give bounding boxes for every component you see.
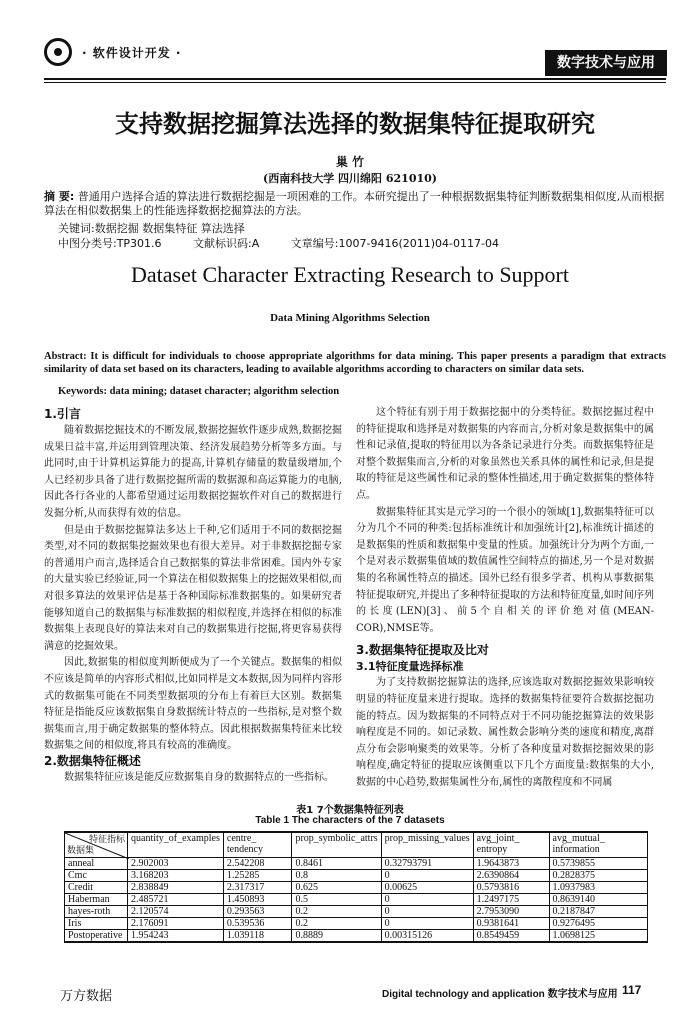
table-cell: 0.5739855 [549,858,647,870]
table-header-row [65,832,648,858]
table-cell: 0.32793791 [381,858,473,870]
table-caption-cn: 表1 7个数据集特征列表 [296,805,404,816]
dataset-characters-table [64,831,648,943]
keywords-en: Keywords: data mining; dataset character; algorithm selection [58,386,340,397]
table-row [65,918,648,930]
table-cell: 0 [381,894,473,906]
table-cell: 1.0698125 [549,930,647,943]
table-row [65,930,648,943]
paragraph: 这个特征有别于用于数据挖掘中的分类特征。数据挖掘过程中的特征提取和选择是对数据集的内容而言,分析对象是数据集中的属性和记录值,提取的特征用以为各条记录进行分类。而数据集特征是对整个数据集而言,分析的对象虽然也关系具体的属性和记录,但是提取的特征是这些属性和记录的整体性描述,用于确定数据集的整体特点。 [356,407,654,501]
table-cell: 0 [381,918,473,930]
table-cell: 2.902003 [128,858,224,870]
table-row [65,858,648,870]
paragraph: 数据集特征应该是能反应数据集自身的数据特点的一些指标。 [64,772,334,783]
table-cell: 0.2187847 [549,906,647,918]
column-header: prop_missing_values [381,832,473,858]
journal-header [0,0,700,92]
table-cell: 0.8639140 [549,894,647,906]
table-row [65,870,648,882]
table-cell: 1.0937983 [549,882,647,894]
table-cell: 2.485721 [128,894,224,906]
document-code: 文献标识码:A [193,237,260,250]
affiliation: (西南科技大学 四川绵阳 621010) [263,172,437,185]
table-cell: 0.539536 [223,918,292,930]
journal-footer: Digital technology and application 数字技术与应用 [382,989,618,1000]
header-rule-thin [44,82,666,83]
section-heading: 1.引言 [44,407,81,421]
abstract-en: Abstract: It is difficult for individuals to choose appropriate algorithms for data mining. This paper presents a paradigm that extracts similarity of data set based on its characters, leading to available algorithms according to characters on similar data sets. [44,351,666,375]
column-header: quantity_of_examples [128,832,224,858]
paragraph: 因此,数据集的相似度判断便成为了一个关键点。数据集的相似不应该是简单的内容形式相似,比如同样是文本数据,因为同样内容形式的数据集可能在不同类型数据项的分布上有着巨大区别。数据集特征是指能反应该数据集自身数据统计特点的一些指标,是对整个数据集而言,用于确定数据集的整体特点。因此根据数据集特征来比较数据集之间的相似度,将具有较高的准确度。 [44,657,342,752]
abstract-label: 摘 要: [44,190,75,203]
left-column [44,405,342,755]
column-header: prop_symbolic_attrs [292,832,381,858]
column-header: avg_mutual_ information [549,832,647,858]
table-cell: 1.25285 [223,870,292,882]
table-cell: 1.9643873 [473,858,549,870]
author: 巢 竹 [335,155,365,169]
dataset-name-cell: Credit [65,882,128,894]
table-row [65,882,648,894]
section-heading: 3.数据集特征提取及比对 [356,643,489,658]
paragraph: 但是由于数据挖掘算法多达上千种,它们适用于不同的数据挖掘类型,对不同的数据集挖掘效果也有很大差异。对于非数据挖掘专家的普通用户而言,选择适合自己数据集的算法非常困难。国内外专家的大量实验已经验证,同一个算法在相似数据集上的挖掘效果相似,而对很多算法的效果评估是基于各种国际标准数据集的。如果研究者能够知道自己的数据集与标准数据的相似程度,并选择在相似的标准数据集上表现良好的算法来对自己的数据集进行挖掘,将更容易获得满意的挖掘效果。 [44,524,342,652]
table-caption-en: Table 1 The characters of the 7 datasets [255,815,445,826]
paragraph: 为了支持数据挖掘算法的选择,应该选取对数据挖掘效果影响较明显的特征度量来进行提取。选择的数据集特征要符合数据挖掘功能的特点。因为数据集的不同特点对于不同功能挖掘算法的效果影响程度是不同的。如记录数、属性数会影响分类的速度和精度,离群点分布会影响聚类的效果等。分析了各种度量对数据挖掘效果的影响程度,确定特征的提取应该侧重以下几个方面度量:数据集的大小,数据的中心趋势,数据集属性分布,属性的离散程度和不同属 [356,677,654,788]
dataset-name-cell: Cmc [65,870,128,882]
table-cell: 2.6390864 [473,870,549,882]
dataset-name-cell: anneal [65,858,128,870]
table-cell: 2.120574 [128,906,224,918]
table-cell: 0.5793816 [473,882,549,894]
table-cell: 0.2828375 [549,870,647,882]
right-column [356,405,654,791]
section-heading: 2.数据集特征概述 [44,754,141,768]
section-2 [44,752,342,787]
abstract-text: 普通用户选择合适的算法进行数据挖掘是一项困难的工作。本研究提出了一种根据数据集特征判断数据集相似度,从而根据算法在相似数据集上的性能选择数据挖掘算法的方法。 [44,190,665,217]
table-cell: 0.8549459 [473,930,549,943]
paper-title-en-line2: Data Mining Algorithms Selection [270,312,430,324]
subsection-heading: 3.1特征度量选择标准 [356,660,464,674]
classification-line [58,235,527,251]
table-cell: 2.838849 [128,882,224,894]
table-cell: 1.039118 [223,930,292,943]
paragraph: 随着数据挖掘技术的不断发展,数据挖掘软件逐步成熟,数据挖掘成果日益丰富,并运用到管理决策、经济发展趋势分析等多方面。与此同时,由于计算机运算能力的提高,计算机存储量的数量级增加,个人已经初步具备了进行数据挖掘所需的数据源和高运算能力的电脑,因此各行各业的人都希望通过运用数据挖掘软件对自己的数据进行发掘分析,从而获得有效的信息。 [44,425,342,519]
corner-bottom-label: 数据集 [67,845,95,855]
column-header: centre_ tendency [223,832,292,858]
dataset-name-cell: Haberman [65,894,128,906]
table-cell: 0.293563 [223,906,292,918]
table-cell: 0 [381,906,473,918]
table-row [65,906,648,918]
paper-title-en: Dataset Character Extracting Research to Support [130,262,569,287]
watermark: 万方数据 [60,989,113,1004]
table-cell: 1.450893 [223,894,292,906]
table-cell: 0.8889 [292,930,381,943]
corner-top-label: 特征指标 [88,834,125,844]
table-cell: 2.176091 [128,918,224,930]
column-header: avg_joint_ entropy [473,832,549,858]
table-cell: 3.168203 [128,870,224,882]
table-cell: 0 [381,870,473,882]
table-cell: 2.317317 [223,882,292,894]
journal-badge: 数字技术与应用 [545,50,667,76]
table-cell: 0.8461 [292,858,381,870]
dataset-name-cell: Iris [65,918,128,930]
keywords-cn: 关键词:数据挖掘 数据集特征 算法选择 [58,222,245,235]
journal-logo-icon [44,38,72,66]
paragraph: 数据集特征其实是元学习的一个很小的领域[1],数据集特征可以分为几个不同的种类:包括标准统计和加强统计[2],标准统计描述的是数据集的性质和数据集中变量的性质。加强统计分为两个方面,一个是对表示数据集值域的数值属性空间特点的描述,另一个是对数据集的名称属性特点的描述。国外已经有很多学者、机构从事数据集特征提取研究,并提出了多种特征提取的方法和特征度量,如时间序列的长度(LEN)[3]、前5个自相关的评价绝对值(MEAN-COR),NMSE等。 [356,506,654,634]
abstract-cn [44,190,666,218]
table-cell: 1.2497175 [473,894,549,906]
page-number: 117 [622,983,642,997]
table-cell: 0.2 [292,918,381,930]
table-cell: 0.5 [292,894,381,906]
table-cell: 0.9381641 [473,918,549,930]
table-cell: 0.8 [292,870,381,882]
table-cell: 0.9276495 [549,918,647,930]
clc-number: 中图分类号:TP301.6 [58,237,162,250]
dataset-name-cell: hayes-roth [65,906,128,918]
column-name: · 软件设计开发 · [82,46,182,60]
table-row [65,894,648,906]
header-rule [44,78,666,80]
paper-title-cn: 支持数据挖掘算法选择的数据集特征提取研究 [115,110,595,138]
table-cell: 0.2 [292,906,381,918]
table-cell: 0.00315126 [381,930,473,943]
dataset-name-cell: Postoperative [65,930,128,943]
article-number: 文章编号:1007-9416(2011)04-0117-04 [290,237,499,250]
table-cell: 2.7953090 [473,906,549,918]
table-cell: 1.954243 [128,930,224,943]
table-cell: 2.542208 [223,858,292,870]
table-corner-cell [65,832,128,858]
table-cell: 0.625 [292,882,381,894]
table-cell: 0.00625 [381,882,473,894]
